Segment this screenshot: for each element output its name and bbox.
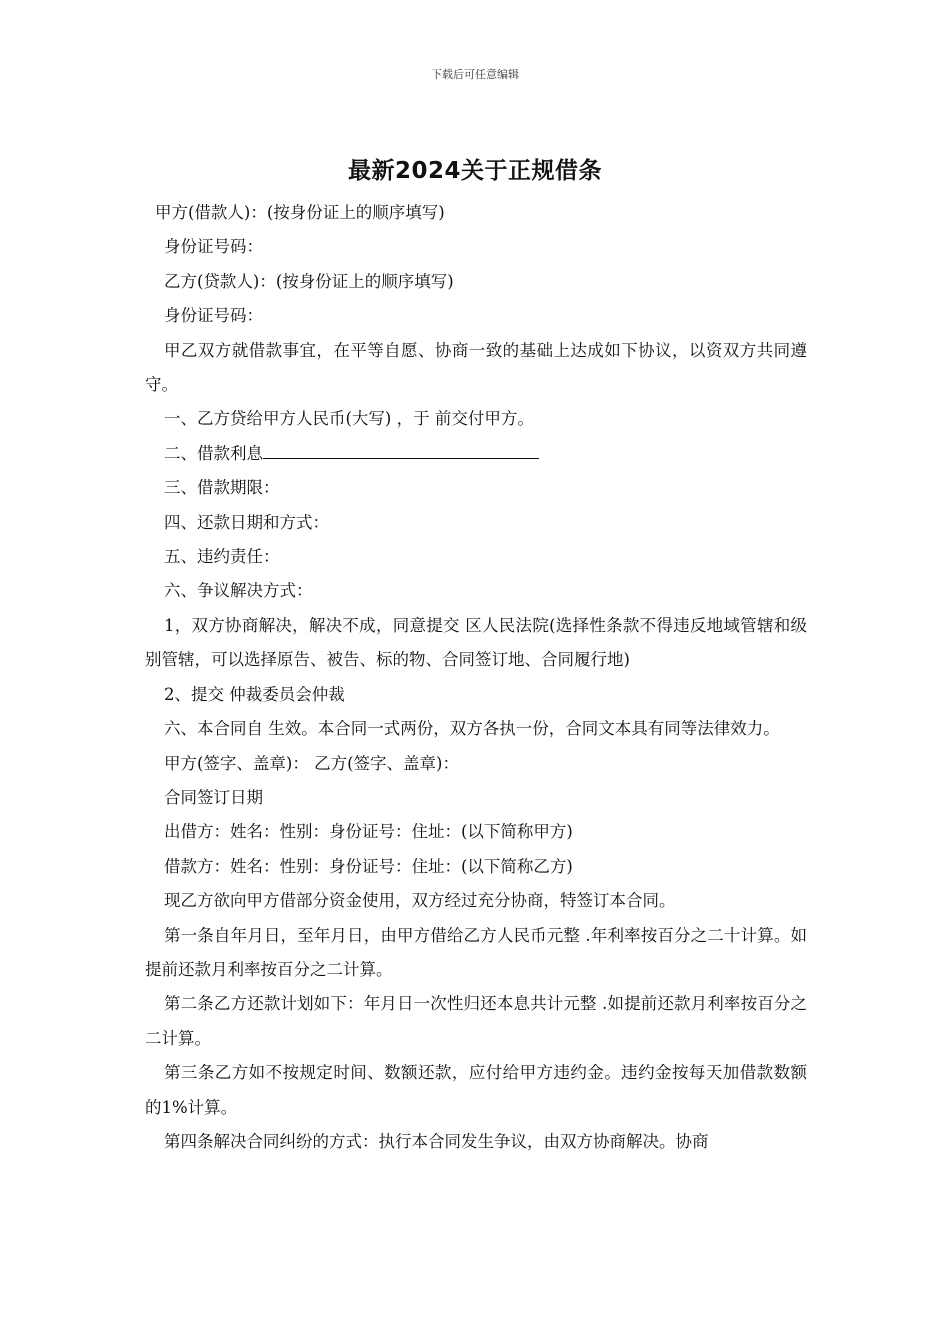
preamble-paragraph: 甲乙双方就借款事宜，在平等自愿、协商一致的基础上达成如下协议，以资双方共同遵守。: [145, 340, 807, 395]
borrower-info-line: 借款方：姓名：性别：身份证号：住址：(以下简称乙方): [164, 856, 573, 876]
clause-3: 三、借款期限：: [164, 478, 280, 498]
clause-2-label: 二、借款利息: [164, 443, 263, 463]
document-body: [145, 196, 807, 1159]
clause-2: [145, 437, 807, 471]
lender-info-line: 出借方：姓名：性别：身份证号：住址：(以下简称甲方): [164, 822, 573, 842]
party-a-line: 甲方(借款人)：(按身份证上的顺序填写): [155, 203, 445, 222]
clause-6: 六、争议解决方式：: [164, 581, 313, 601]
dispute-option-2: 2、提交 仲裁委员会仲裁: [164, 684, 345, 704]
article-2: 第二条乙方还款计划如下：年月日一次性归还本息共计元整 .如提前还款月利率按百分之二计算。: [145, 994, 807, 1048]
party-b-line: 乙方(贷款人)：(按身份证上的顺序填写): [164, 271, 454, 291]
article-1: 第一条自年月日，至年月日，由甲方借给乙方人民币元整 .年利率按百分之二十计算。如提前还款月利率按百分之二计算。: [145, 925, 807, 979]
page-header-note: 下载后可任意编辑: [431, 68, 519, 81]
clause-1: 一、乙方贷给甲方人民币(大写) ，于 前交付甲方。: [164, 409, 534, 429]
interest-blank-line: [263, 438, 539, 459]
signature-line: 甲方(签字、盖章)： 乙方(签字、盖章)：: [164, 753, 459, 773]
signing-date-line: 合同签订日期: [164, 787, 263, 807]
article-3: 第三条乙方如不按规定时间、数额还款，应付给甲方违约金。违约金按每天加借款数额的1%计算。: [145, 1063, 807, 1117]
clause-4: 四、还款日期和方式：: [164, 512, 329, 532]
party-a-id-line: 身份证号码：: [164, 237, 263, 257]
article-4: 第四条解决合同纠纷的方式：执行本合同发生争议，由双方协商解决。协商: [164, 1131, 709, 1151]
agreement-intro: 现乙方欲向甲方借部分资金使用，双方经过充分协商，特签订本合同。: [164, 891, 676, 911]
effectiveness-clause: 六、本合同自 生效。本合同一式两份，双方各执一份，合同文本具有同等法律效力。: [164, 719, 780, 739]
clause-5: 五、违约责任：: [164, 547, 280, 567]
party-b-id-line: 身份证号码：: [164, 306, 263, 326]
document-title: 最新2024关于正规借条: [347, 158, 602, 184]
dispute-option-1: 1，双方协商解决，解决不成，同意提交 区人民法院(选择性条款不得违反地域管辖和级别管辖，可以选择原告、被告、标的物、合同签订地、合同履行地): [145, 615, 807, 670]
